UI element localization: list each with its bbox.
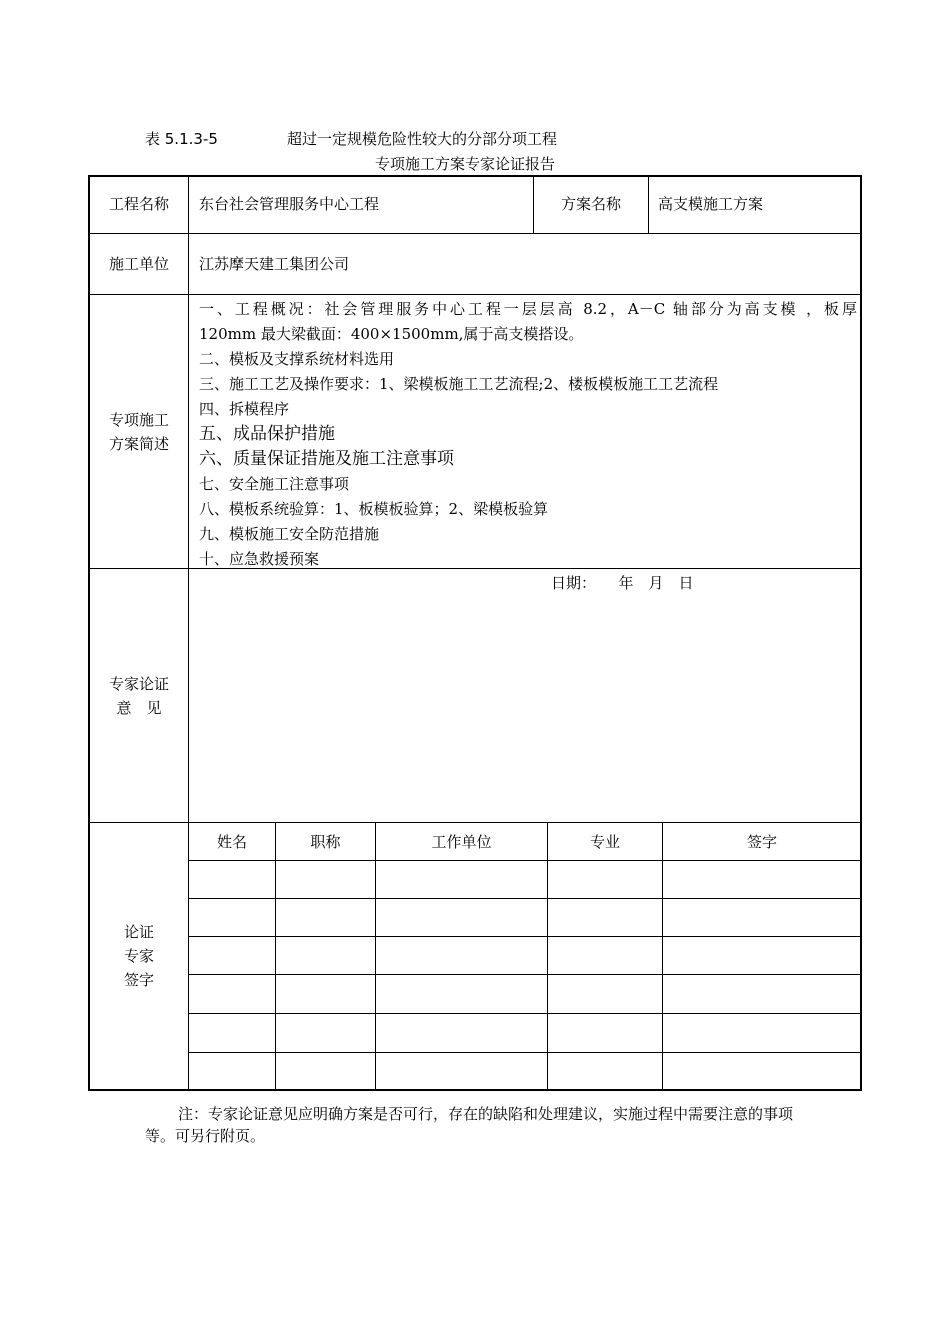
sig-column-divider: [275, 822, 276, 1091]
column-header-signature: 签字: [746, 833, 777, 851]
project-name-value: 东台社会管理服务中心工程: [199, 195, 380, 213]
summary-item: 一、工程概况：社会管理服务中心工程一层层高 8.2，A－C 轴部分为高支模 ，板厚: [199, 300, 857, 318]
sig-row-divider: [189, 898, 862, 899]
row-divider: [88, 233, 862, 234]
row-divider: [88, 294, 862, 295]
footnote: 注：专家论证意见应明确方案是否可行，存在的缺陷和处理建议，实施过程中需要注意的事项等。可另行附页。: [145, 1105, 794, 1145]
summary-item: 六、质量保证措施及施工注意事项: [199, 449, 454, 469]
column-header-workplace: 工作单位: [431, 833, 492, 851]
signature-label-line-3: 签字: [123, 971, 154, 989]
sig-row-divider: [189, 860, 862, 861]
sig-row-divider: [189, 1052, 862, 1053]
sig-row-divider: [189, 974, 862, 975]
project-name-label: 工程名称: [108, 195, 169, 213]
sig-column-divider: [547, 822, 548, 1091]
summary-item: 五、成品保护措施: [199, 424, 335, 444]
summary-item: 七、安全施工注意事项: [199, 475, 350, 493]
row-divider: [88, 822, 862, 823]
signature-label-line-2: 专家: [123, 947, 154, 965]
plan-summary: [199, 297, 857, 572]
summary-item: 十、应急救援预案: [199, 550, 320, 568]
column-header-name: 姓名: [216, 833, 247, 851]
plan-name-label: 方案名称: [560, 195, 621, 213]
column-header-specialty: 专业: [589, 833, 620, 851]
sig-row-divider: [189, 936, 862, 937]
opinion-label-line-1: 专家论证: [108, 675, 169, 693]
construction-unit-label: 施工单位: [108, 255, 169, 273]
sig-column-divider: [375, 822, 376, 1091]
summary-item: 120mm 最大梁截面：400×1500mm,属于高支模搭设。: [199, 325, 584, 343]
summary-item: 四、拆模程序: [199, 400, 290, 418]
summary-label-line-1: 专项施工: [108, 411, 169, 429]
summary-item: 二、模板及支撑系统材料选用: [199, 350, 395, 368]
title-line-1: 超过一定规模危险性较大的分部分项工程: [287, 130, 558, 148]
opinion-date: 日期： 年 月 日: [551, 574, 694, 592]
title-line-2: 专项施工方案专家论证报告: [375, 155, 556, 173]
table-number: 表 5.1.3-5: [145, 130, 218, 148]
opinion-label-line-2: 意 见: [116, 699, 162, 717]
summary-item: 八、模板系统验算：1、板模板验算；2、梁模板验算: [199, 500, 549, 518]
construction-unit-value: 江苏摩天建工集团公司: [199, 255, 350, 273]
label-column-divider: [188, 175, 189, 1091]
column-header-title: 职称: [310, 833, 341, 851]
sig-row-divider: [189, 1013, 862, 1014]
summary-item: 九、模板施工安全防范措施: [199, 525, 380, 543]
column-divider: [648, 175, 649, 234]
signature-label-line-1: 论证: [123, 923, 154, 941]
summary-label-line-2: 方案简述: [108, 435, 169, 453]
sig-column-divider: [662, 822, 663, 1091]
plan-name-value: 高支模施工方案: [658, 195, 764, 213]
summary-item: 三、施工工艺及操作要求：1、梁模板施工工艺流程;2、楼板模板施工工艺流程: [199, 375, 719, 393]
